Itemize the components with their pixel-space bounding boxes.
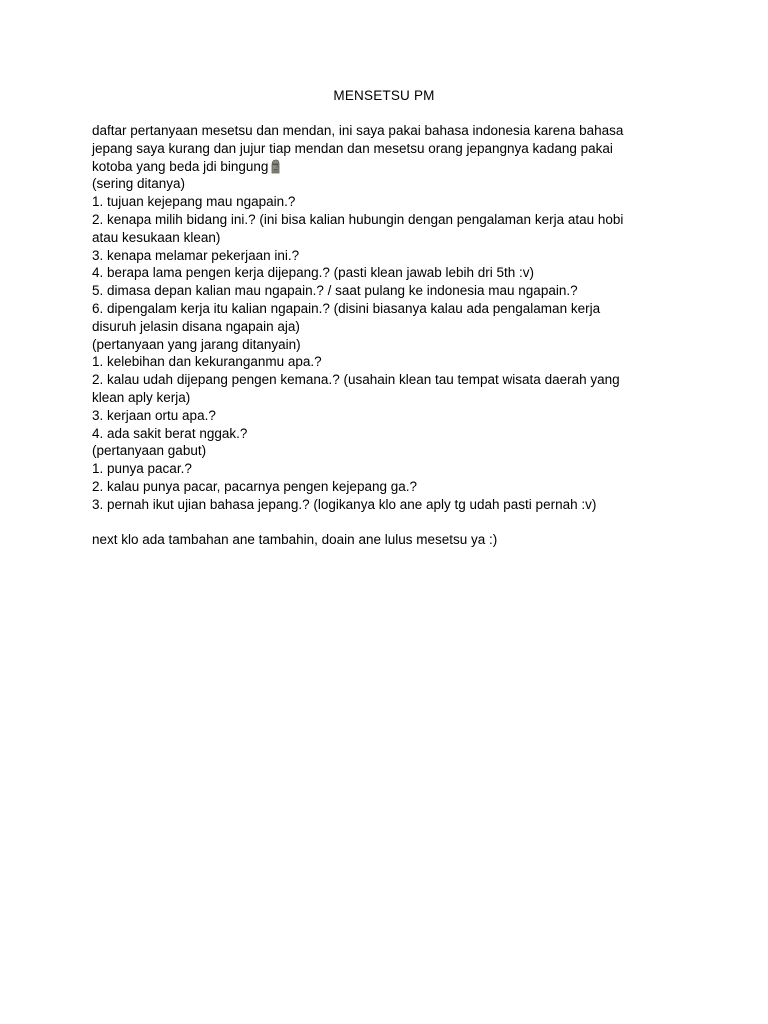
intro-line: daftar pertanyaan mesetsu dan mendan, ini saya pakai bahasa indonesia karena bahasa (92, 123, 624, 138)
section-frequent-questions (92, 175, 682, 335)
question-line: 1. tujuan kejepang mau ngapain.? (92, 194, 296, 210)
question-line: 5. dimasa depan kalian mau ngapain.? / saat pulang ke indonesia mau ngapain.? (92, 283, 578, 299)
question-line: 6. dipengalam kerja itu kalian ngapain.? (disini biasanya kalau ada pengalaman kerja (92, 300, 601, 316)
document-body (92, 122, 682, 549)
closing-line: next klo ada tambahan ane tambahin, doain ane lulus mesetsu ya :) (92, 532, 498, 548)
section-heading: (pertanyaan gabut) (92, 443, 207, 459)
section-heading: (pertanyaan yang jarang ditanyain) (92, 336, 301, 352)
question-line: 2. kalau punya pacar, pacarnya pengen kejepang ga.? (92, 478, 418, 494)
question-line: 4. ada sakit berat nggak.? (92, 425, 248, 441)
question-line: 4. berapa lama pengen kerja dijepang.? (pasti klean jawab lebih dri 5th :v) (92, 265, 535, 281)
question-line: disuruh jelasin disana ngapain aja) (92, 318, 300, 334)
question-line: 3. pernah ikut ujian bahasa jepang.? (logikanya klo ane aply tg udah pasti pernah :v) (92, 496, 597, 512)
question-line: 3. kerjaan ortu apa.? (92, 407, 216, 423)
question-line: atau kesukaan klean) (92, 229, 221, 245)
question-line: 2. kenapa milih bidang ini.? (ini bisa kalian hubungin dengan pengalaman kerja atau hobi (92, 211, 624, 227)
section-random-questions (92, 442, 682, 513)
moai-icon (269, 159, 281, 179)
question-line: 3. kenapa melamar pekerjaan ini.? (92, 247, 300, 263)
intro-line-text: kotoba yang beda jdi bingung (92, 158, 269, 174)
intro-line-last (92, 158, 682, 176)
intro-line: jepang saya kurang dan jujur tiap mendan dan mesetsu orang jepangnya kadang pakai (92, 140, 613, 156)
document-title: MENSETSU PM (333, 88, 435, 103)
intro-paragraph (92, 122, 682, 175)
question-line: 1. punya pacar.? (92, 461, 192, 477)
question-line: klean aply kerja) (92, 389, 191, 405)
paragraph-spacer (92, 514, 682, 532)
section-heading: (sering ditanya) (92, 176, 186, 192)
section-rare-questions (92, 336, 682, 443)
question-line: 1. kelebihan dan kekuranganmu apa.? (92, 354, 322, 370)
question-line: 2. kalau udah dijepang pengen kemana.? (usahain klean tau tempat wisata daerah yang (92, 372, 620, 388)
